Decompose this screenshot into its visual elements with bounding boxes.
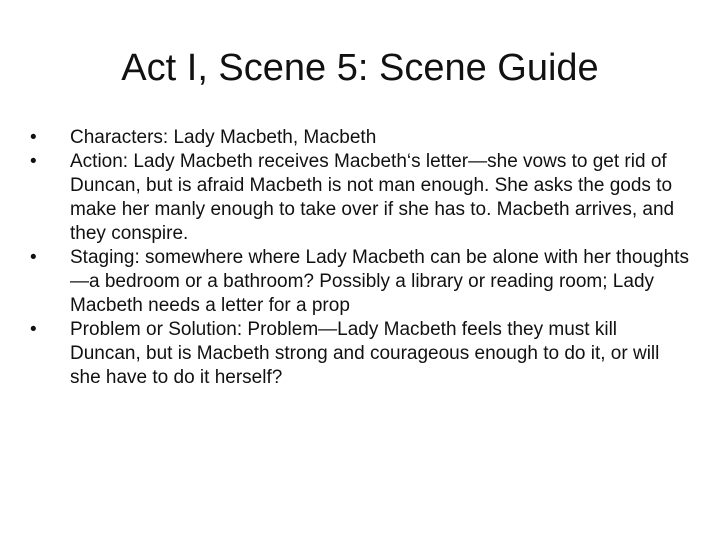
bullet-text: Action: Lady Macbeth receives Macbeth‘s letter—she vows to get rid of Duncan, but is afraid Macbeth is not man enough. She asks the gods to make her manly enough to take over if she has to. Macbeth arrives, and they conspire. bbox=[70, 151, 675, 244]
bullet-text: Characters: Lady Macbeth, Macbeth bbox=[70, 127, 377, 148]
bullet-staging bbox=[30, 246, 690, 318]
bullet-list bbox=[30, 126, 690, 390]
bullet-marker: • bbox=[30, 127, 37, 148]
bullet-text: Problem or Solution: Problem—Lady Macbeth feels they must kill Duncan, but is Macbeth strong and courageous enough to do it, or will she have to do it herself? bbox=[70, 319, 660, 388]
bullet-marker: • bbox=[30, 319, 37, 340]
bullet-characters bbox=[30, 126, 690, 150]
bullet-marker: • bbox=[30, 151, 37, 172]
bullet-problem-solution bbox=[30, 318, 690, 390]
bullet-marker: • bbox=[30, 247, 37, 268]
bullet-text: Staging: somewhere where Lady Macbeth can be alone with her thoughts—a bedroom or a bathroom? Possibly a library or reading room; Lady Macbeth needs a letter for a prop bbox=[70, 247, 689, 316]
bullet-action bbox=[30, 150, 690, 246]
slide-title: Act I, Scene 5: Scene Guide bbox=[121, 47, 599, 89]
